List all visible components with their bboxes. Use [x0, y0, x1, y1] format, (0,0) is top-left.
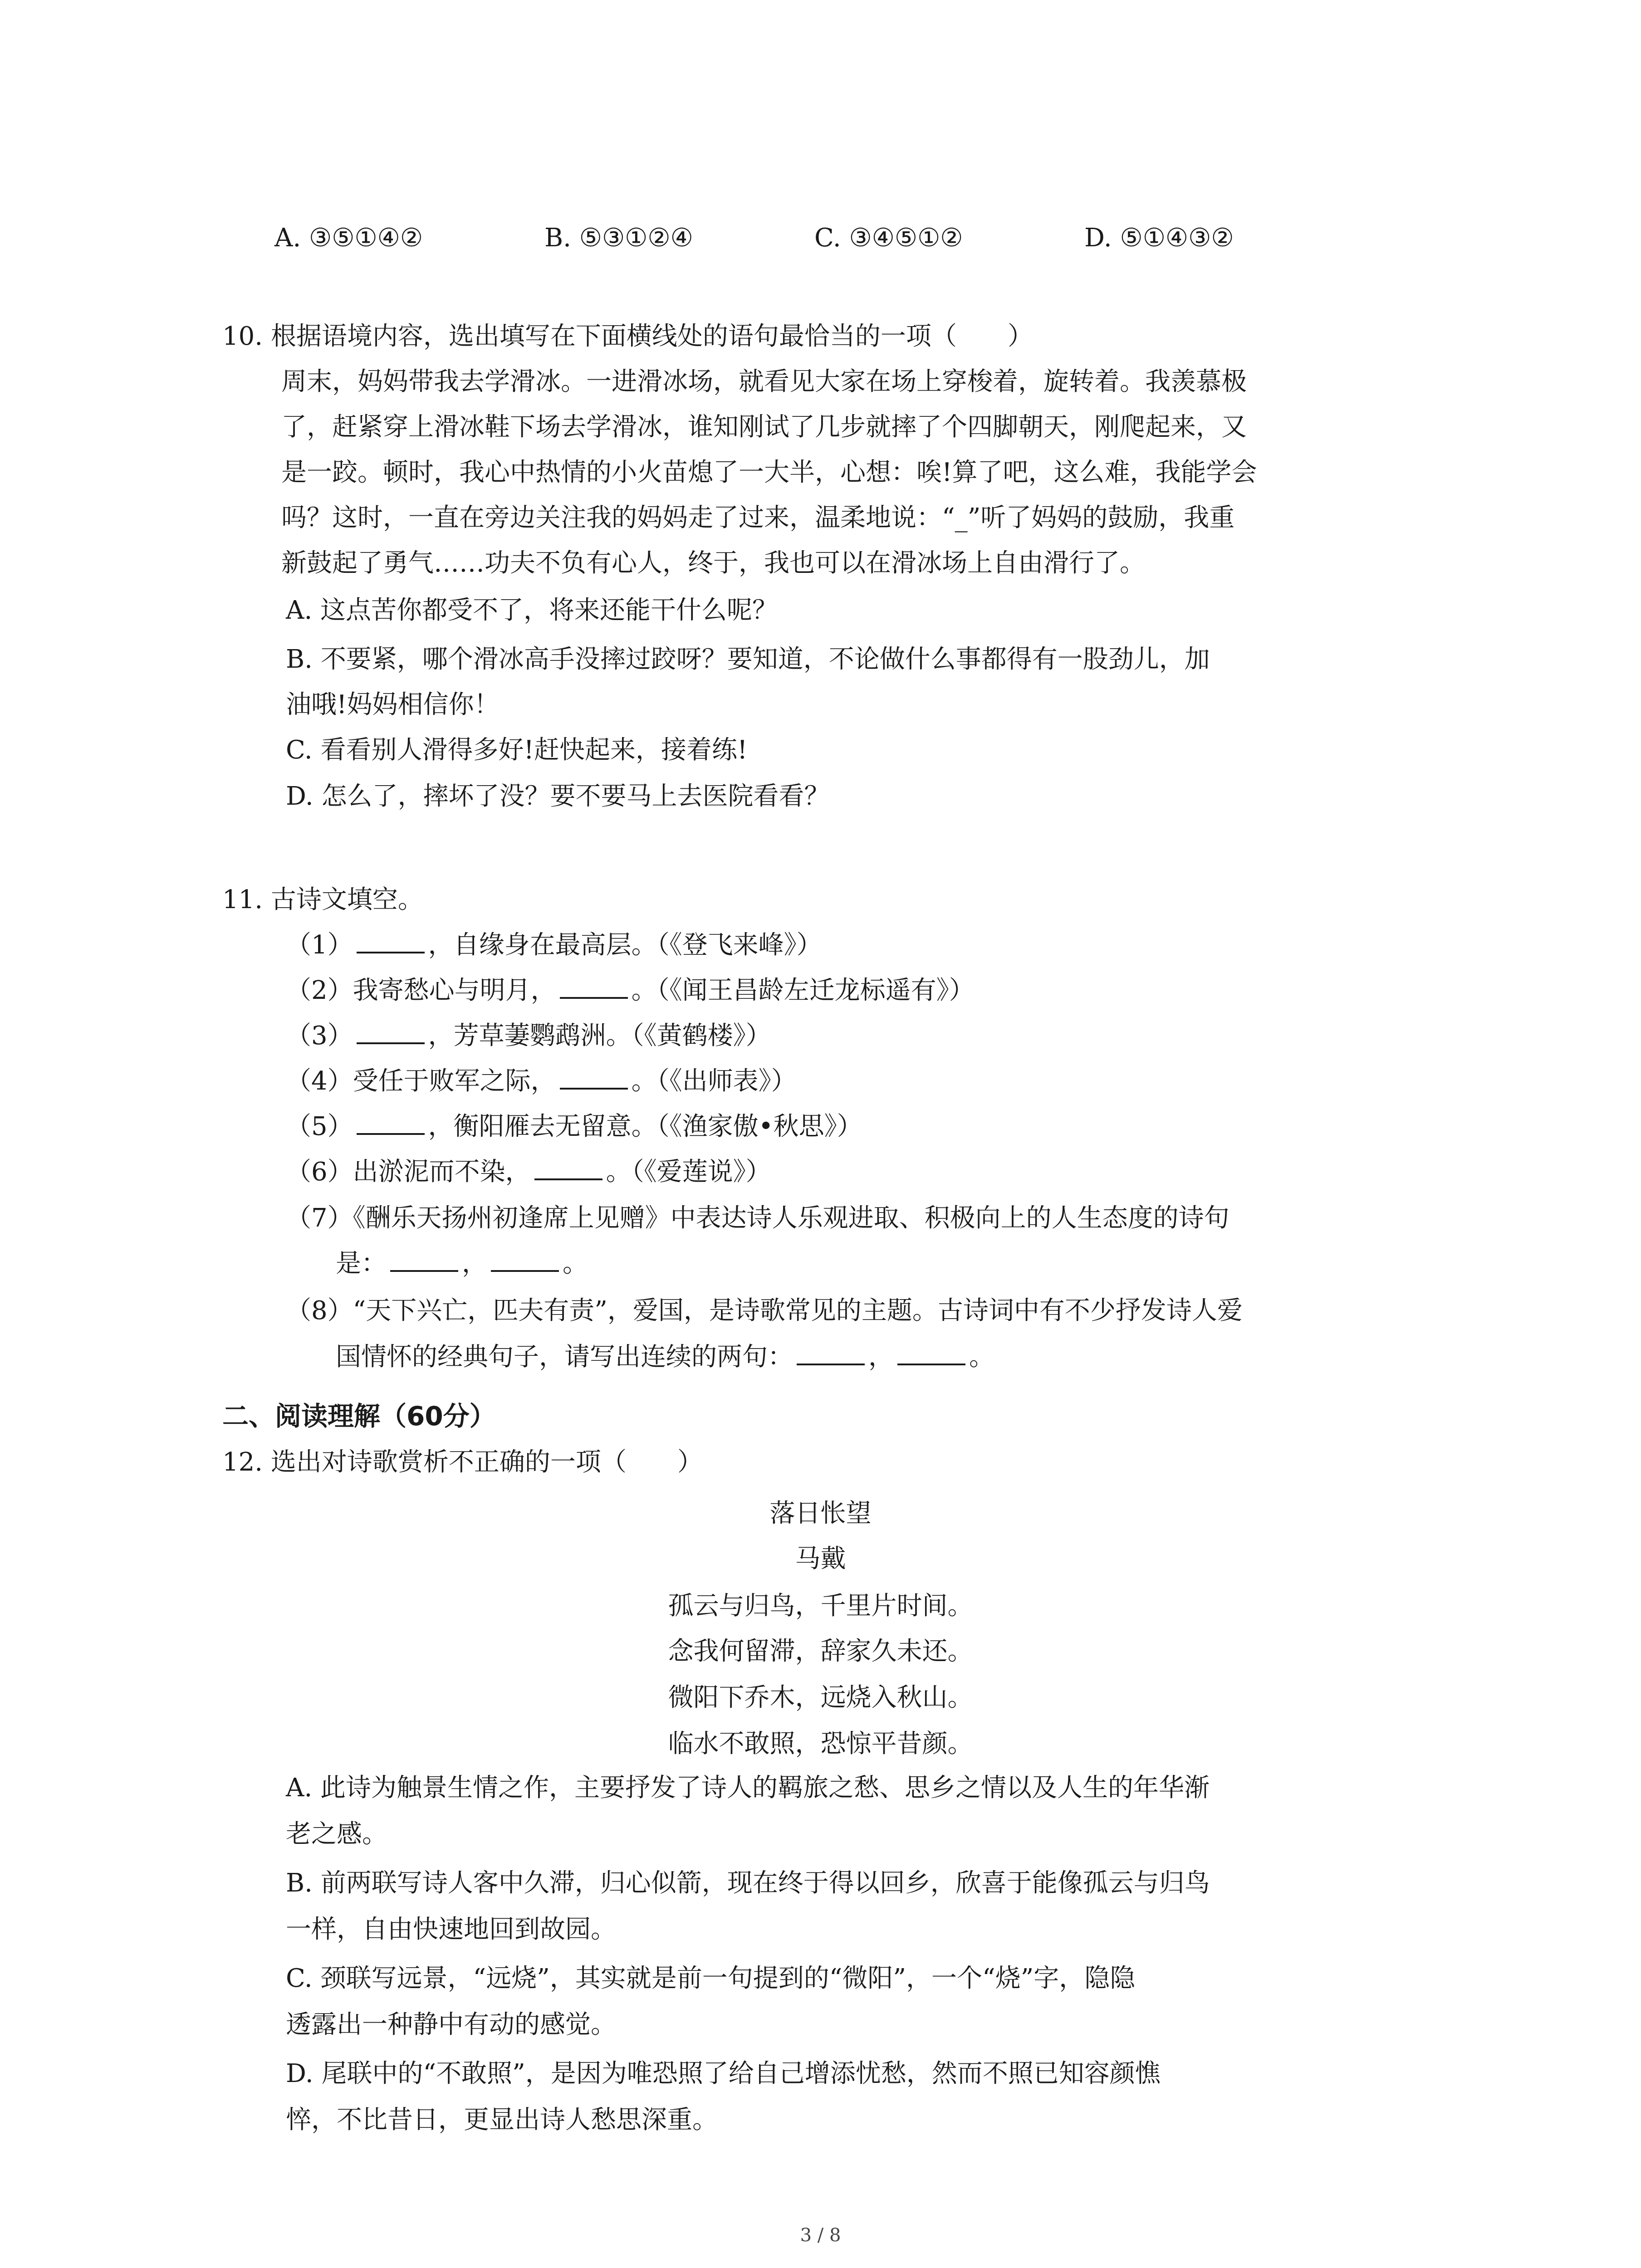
answer-blank[interactable]	[390, 1252, 458, 1272]
q12-option-c: C. 颈联写远景，“远烧”，其实就是前一句提到的“微阳”，一个“烧”字，隐隐	[286, 1964, 1136, 1993]
answer-blank[interactable]	[560, 979, 628, 999]
answer-blank[interactable]	[491, 1252, 559, 1272]
q9-option-c: C. ③④⑤①②	[814, 223, 963, 253]
q11-stem: 11. 古诗文填空。	[222, 885, 423, 914]
q11-item-8: （8）“天下兴亡，匹夫有责”，爱国，是诗歌常见的主题。古诗词中有不少抒发诗人爱	[286, 1296, 1243, 1325]
poem-title: 落日怅望	[769, 1499, 872, 1528]
answer-blank[interactable]	[357, 1024, 425, 1044]
q11-item-3: （3） ，芳草萋鹦鹉洲。（《黄鹤楼》）	[286, 1021, 771, 1051]
q11-item-4: （4）受任于败军之际， 。（《出师表》）	[286, 1066, 797, 1096]
q11-item-7-cont: 是： ， 。	[336, 1249, 588, 1278]
q10-passage-line: 了，赶紧穿上滑冰鞋下场去学滑冰，谁知刚试了几步就摔了个四脚朝天，刚爬起来，又	[281, 412, 1247, 442]
poem-author: 马戴	[795, 1544, 846, 1574]
q10-passage-line: 吗？这时，一直在旁边关注我的妈妈走了过来，温柔地说：“_”听了妈妈的鼓励，我重	[281, 503, 1235, 533]
q11-item-1: （1） ，自缘身在最高层。（《登飞来峰》）	[286, 930, 822, 960]
q11-item-2: （2）我寄愁心与明月， 。（《闻王昌龄左迁龙标遥有》）	[286, 976, 975, 1005]
answer-blank[interactable]	[357, 934, 425, 953]
q10-passage-line: 周末，妈妈带我去学滑冰。一进滑冰场，就看见大家在场上穿梭着，旋转着。我羡慕极	[281, 367, 1247, 396]
q12-option-a: A. 此诗为触景生情之作，主要抒发了诗人的羁旅之愁、思乡之情以及人生的年华渐	[286, 1773, 1210, 1803]
q10-option-c: C. 看看别人滑得多好!赶快起来，接着练!	[286, 735, 748, 765]
poem-line: 微阳下乔木，远烧入秋山。	[668, 1683, 973, 1712]
q12-option-b-cont: 一样，自由快速地回到故园。	[286, 1915, 616, 1944]
q10-stem: 10. 根据语境内容，选出填写在下面横线处的语句最恰当的一项（ ）	[222, 322, 1033, 351]
q10-passage-line: 新鼓起了勇气……功夫不负有心人，终于，我也可以在滑冰场上自由滑行了。	[281, 548, 1145, 578]
q10-passage-line: 是一跤。顿时，我心中热情的小火苗熄了一大半，心想：唉!算了吧，这么难，我能学会	[281, 458, 1257, 487]
q12-option-a-cont: 老之感。	[286, 1819, 387, 1849]
q10-option-a: A. 这点苦你都受不了，将来还能干什么呢？	[286, 596, 778, 625]
q9-option-b: B. ⑤③①②④	[544, 223, 693, 253]
q9-option-a: A. ③⑤①④②	[274, 223, 423, 253]
q11-item-6: （6）出淤泥而不染， 。（《爱莲说》）	[286, 1157, 771, 1187]
q12-option-d: D. 尾联中的“不敢照”，是因为唯恐照了给自己增添忧愁，然而不照已知容颜憔	[286, 2059, 1161, 2088]
poem-line: 孤云与归鸟，千里片时间。	[668, 1591, 973, 1621]
q10-option-b: B. 不要紧，哪个滑冰高手没摔过跤呀？要知道，不论做什么事都得有一股劲儿，加	[286, 645, 1210, 674]
q11-item-8-cont: 国情怀的经典句子，请写出连续的两句： ， 。	[336, 1342, 994, 1372]
q12-option-c-cont: 透露出一种静中有动的感觉。	[286, 2010, 616, 2039]
q10-option-b-cont: 油哦!妈妈相信你！	[286, 690, 500, 719]
section-heading: 二、阅读理解（60分）	[222, 1401, 496, 1432]
poem-line: 临水不敢照，恐惊平昔颜。	[668, 1729, 973, 1759]
answer-blank[interactable]	[897, 1345, 965, 1365]
page-number: 3 / 8	[800, 2225, 841, 2246]
q12-stem: 12. 选出对诗歌赏析不正确的一项（ ）	[222, 1447, 703, 1477]
q9-option-d: D. ⑤①④③②	[1084, 223, 1234, 253]
q12-option-d-cont: 悴，不比昔日，更显出诗人愁思深重。	[286, 2105, 718, 2135]
answer-blank[interactable]	[534, 1160, 603, 1180]
q11-item-5: （5） ，衡阳雁去无留意。（《渔家傲•秋思》）	[286, 1112, 862, 1141]
poem-line: 念我何留滞，辞家久未还。	[668, 1637, 973, 1666]
q11-item-7: （7）《酬乐天扬州初逢席上见赠》中表达诗人乐观进取、积极向上的人生态度的诗句	[286, 1203, 1230, 1233]
answer-blank[interactable]	[560, 1070, 628, 1090]
answer-blank[interactable]	[797, 1345, 865, 1365]
answer-blank[interactable]	[357, 1115, 425, 1135]
q12-option-b: B. 前两联写诗人客中久滞，归心似箭，现在终于得以回乡，欣喜于能像孤云与归鸟	[286, 1868, 1210, 1898]
q10-option-d: D. 怎么了，摔坏了没？要不要马上去医院看看？	[286, 782, 830, 811]
